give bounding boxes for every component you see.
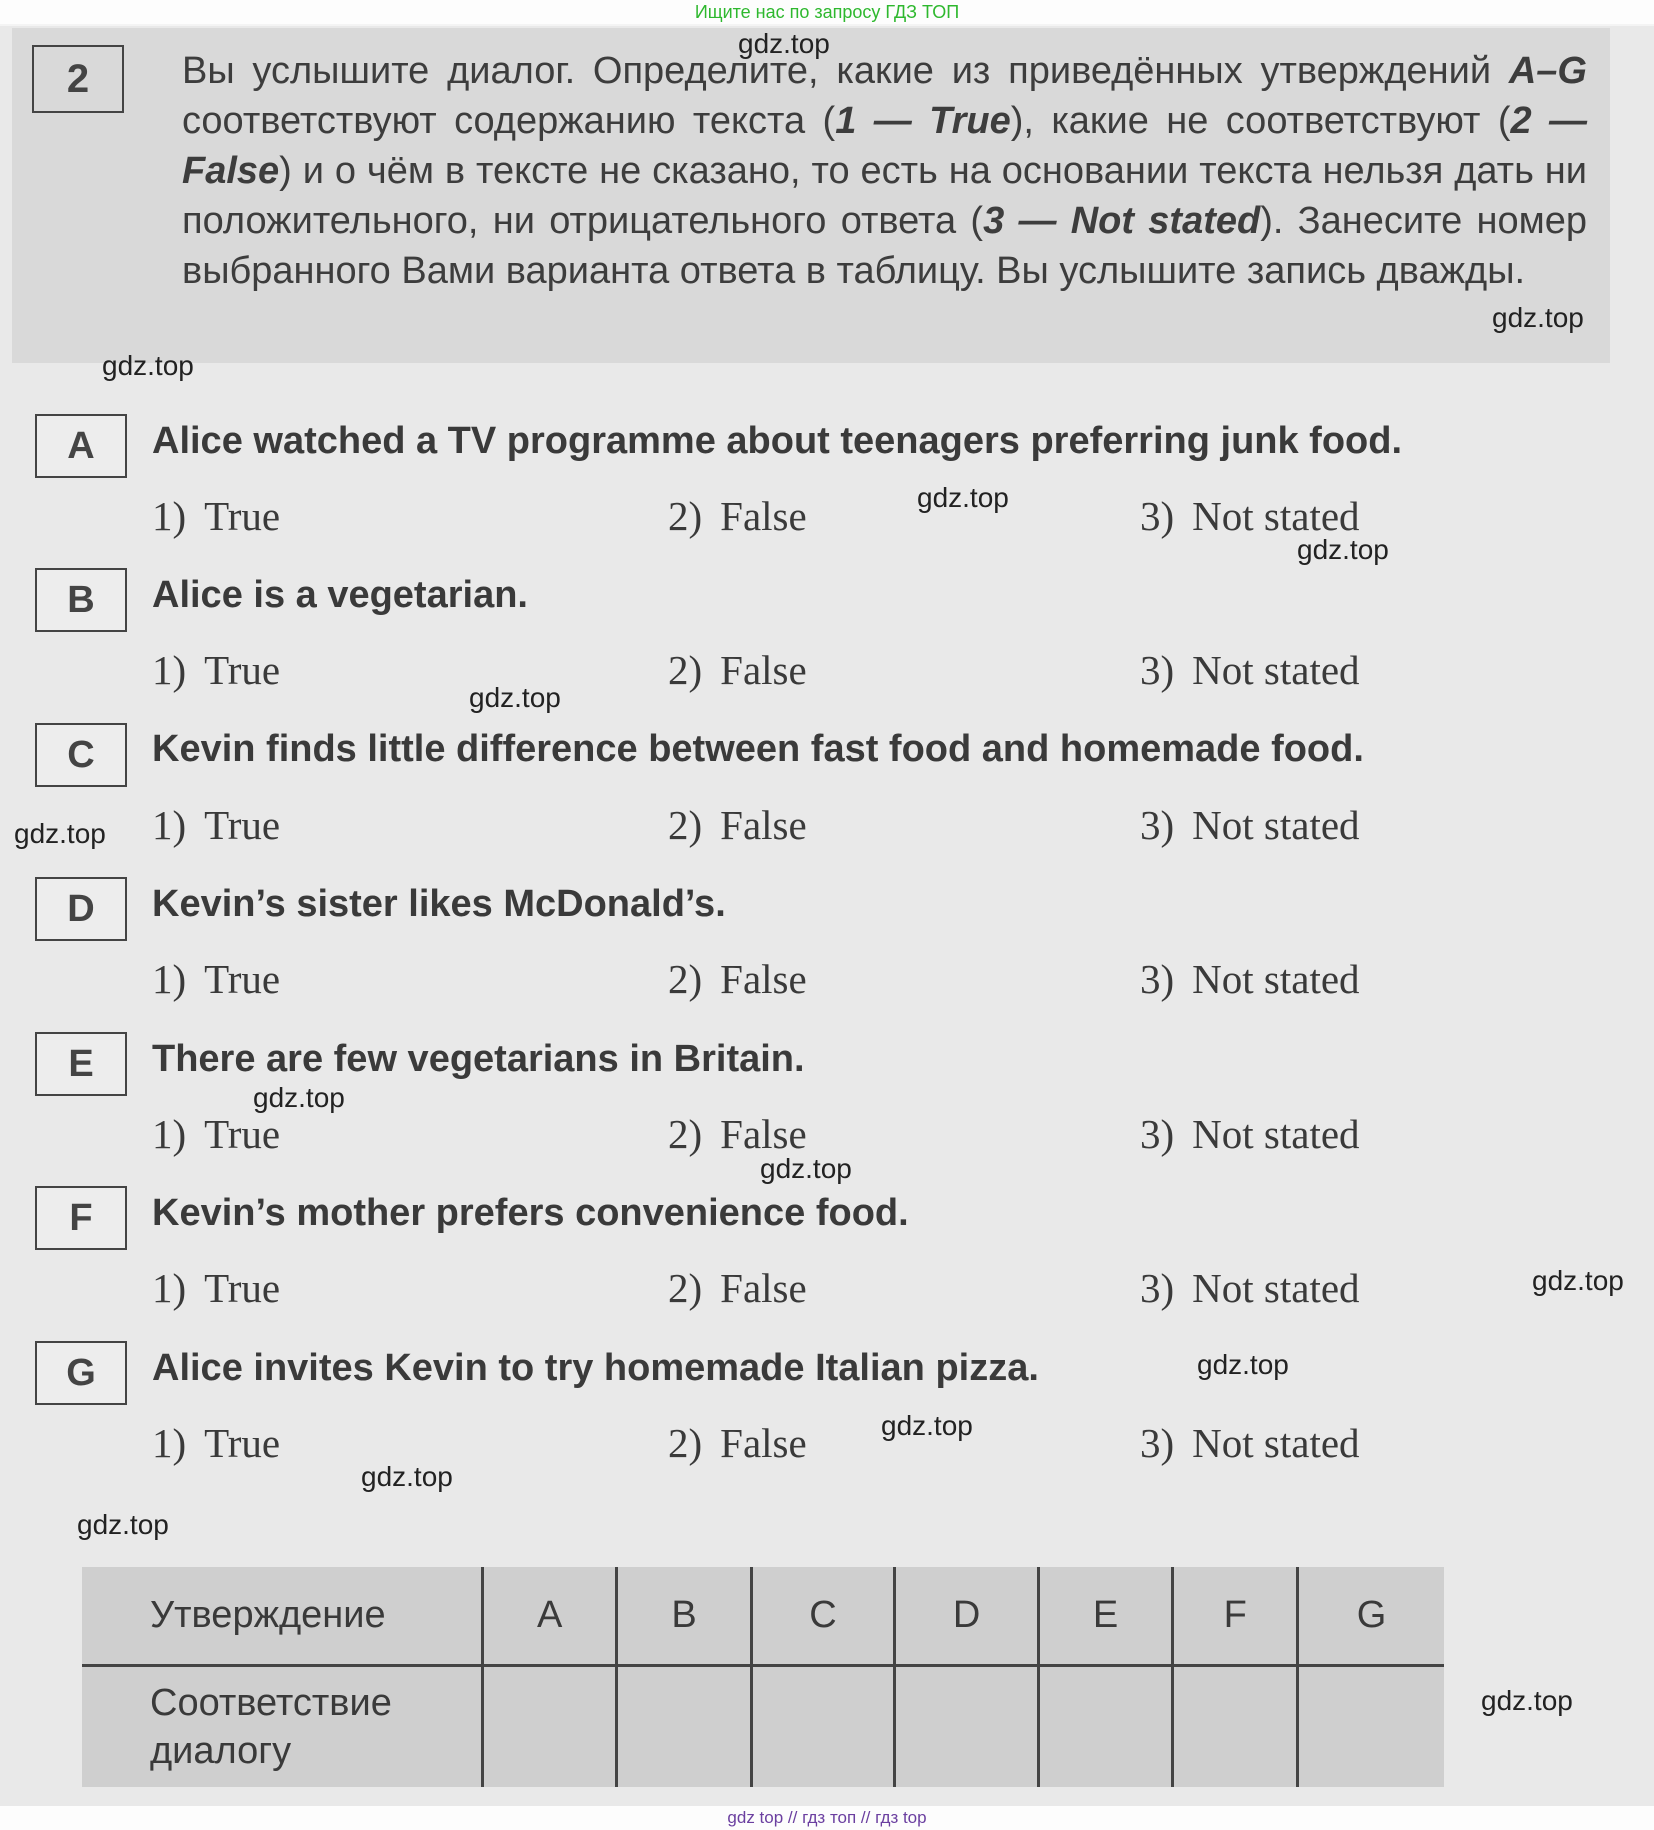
watermark: gdz.top bbox=[1297, 534, 1389, 565]
table-row bbox=[82, 1665, 1444, 1787]
instruction-text-5: ). Занесите номер выбранного Вами варианта ответа в таблицу. Вы услышите запись дважды. bbox=[182, 200, 1587, 292]
option-not-stated[interactable]: 3) Not stated bbox=[1140, 1265, 1360, 1311]
top-banner[interactable] bbox=[0, 0, 1654, 24]
watermark: gdz.top bbox=[1532, 1265, 1624, 1296]
option-false[interactable]: 2) False bbox=[668, 956, 807, 1002]
answer-cell-b[interactable] bbox=[617, 1665, 751, 1787]
column-header-g: G bbox=[1298, 1567, 1444, 1665]
footer-links[interactable] bbox=[0, 1806, 1654, 1830]
instruction-text-3: ), какие не соответствуют ( bbox=[1010, 100, 1511, 142]
watermark: gdz.top bbox=[881, 1410, 973, 1441]
answer-cell-f[interactable] bbox=[1173, 1665, 1298, 1787]
instruction-not-stated: 3 — Not stated bbox=[983, 200, 1261, 242]
option-true[interactable]: 1) True bbox=[152, 802, 281, 848]
column-header-f: F bbox=[1173, 1567, 1298, 1665]
watermark: gdz.top bbox=[14, 818, 106, 849]
option-false[interactable]: 2) False bbox=[668, 647, 807, 693]
option-false[interactable]: 2) False bbox=[668, 1420, 807, 1466]
task-number: 2 bbox=[32, 45, 124, 113]
option-not-stated[interactable]: 3) Not stated bbox=[1140, 956, 1360, 1002]
statement-c: Kevin finds little difference between fast food and homemade food. bbox=[152, 728, 1364, 770]
watermark: gdz.top bbox=[917, 482, 1009, 513]
statement-letter-c: C bbox=[35, 723, 127, 787]
watermark: gdz.top bbox=[102, 350, 194, 381]
option-false[interactable]: 2) False bbox=[668, 1111, 807, 1157]
statement-e: There are few vegetarians in Britain. bbox=[152, 1038, 805, 1080]
column-header-d: D bbox=[895, 1567, 1039, 1665]
option-true[interactable]: 1) True bbox=[152, 1265, 281, 1311]
task-instruction bbox=[182, 46, 1587, 296]
answer-cell-d[interactable] bbox=[895, 1665, 1039, 1787]
statement-letter-g: G bbox=[35, 1341, 127, 1405]
table-header-answer: Соответствие диалогу bbox=[150, 1681, 392, 1772]
watermark: gdz.top bbox=[738, 28, 830, 59]
table-row bbox=[82, 1567, 1444, 1665]
watermark: gdz.top bbox=[1197, 1349, 1289, 1380]
watermark: gdz.top bbox=[361, 1461, 453, 1492]
statement-letter-e: E bbox=[35, 1032, 127, 1096]
instruction-false: 2 — False bbox=[182, 100, 1588, 192]
option-false[interactable]: 2) False bbox=[668, 1265, 807, 1311]
option-true[interactable]: 1) True bbox=[152, 956, 281, 1002]
statement-f: Kevin’s mother prefers convenience food. bbox=[152, 1192, 909, 1234]
column-header-e: E bbox=[1038, 1567, 1172, 1665]
statement-letter-a: A bbox=[35, 414, 127, 478]
watermark: gdz.top bbox=[760, 1153, 852, 1184]
statement-d: Kevin’s sister likes McDonald’s. bbox=[152, 883, 726, 925]
option-true[interactable]: 1) True bbox=[152, 1111, 281, 1157]
watermark: gdz.top bbox=[77, 1509, 169, 1540]
answer-cell-e[interactable] bbox=[1038, 1665, 1172, 1787]
statement-b: Alice is a vegetarian. bbox=[152, 574, 528, 616]
table-header-statement: Утверждение bbox=[82, 1567, 483, 1665]
answer-cell-c[interactable] bbox=[751, 1665, 895, 1787]
answer-cell-a[interactable] bbox=[483, 1665, 617, 1787]
option-false[interactable]: 2) False bbox=[668, 493, 807, 539]
statement-letter-f: F bbox=[35, 1186, 127, 1250]
option-not-stated[interactable]: 3) Not stated bbox=[1140, 1420, 1360, 1466]
watermark: gdz.top bbox=[469, 682, 561, 713]
option-false[interactable]: 2) False bbox=[668, 802, 807, 848]
column-header-c: C bbox=[751, 1567, 895, 1665]
option-not-stated[interactable]: 3) Not stated bbox=[1140, 493, 1360, 539]
watermark: gdz.top bbox=[253, 1082, 345, 1113]
option-not-stated[interactable]: 3) Not stated bbox=[1140, 1111, 1360, 1157]
option-not-stated[interactable]: 3) Not stated bbox=[1140, 647, 1360, 693]
option-true[interactable]: 1) True bbox=[152, 1420, 281, 1466]
instruction-text-4: ) и о чём в тексте не сказано, то есть на основании текста нельзя дать ни положительного, ни отрицательного ответа ( bbox=[182, 150, 1587, 242]
option-true[interactable]: 1) True bbox=[152, 493, 281, 539]
footer-text: gdz top // гдз топ // гдз top bbox=[727, 1808, 927, 1827]
column-header-a: A bbox=[483, 1567, 617, 1665]
statement-g: Alice invites Kevin to try homemade Italian pizza. bbox=[152, 1347, 1039, 1389]
watermark: gdz.top bbox=[1492, 302, 1584, 333]
column-header-b: B bbox=[617, 1567, 751, 1665]
statement-letter-b: B bbox=[35, 568, 127, 632]
instruction-true: 1 — True bbox=[835, 100, 1011, 142]
instruction-text-1: Вы услышите диалог. Определите, какие из приведённых утверждений bbox=[182, 50, 1509, 92]
answer-cell-g[interactable] bbox=[1298, 1665, 1444, 1787]
option-not-stated[interactable]: 3) Not stated bbox=[1140, 802, 1360, 848]
instruction-range: A–G bbox=[1508, 50, 1587, 92]
option-true[interactable]: 1) True bbox=[152, 647, 281, 693]
statement-a: Alice watched a TV programme about teenagers preferring junk food. bbox=[152, 420, 1403, 462]
answer-table bbox=[82, 1567, 1444, 1787]
statement-letter-d: D bbox=[35, 877, 127, 941]
instruction-text-2: соответствуют содержанию текста ( bbox=[182, 100, 836, 142]
banner-text: Ищите нас по запросу ГДЗ ТОП bbox=[694, 2, 960, 22]
watermark: gdz.top bbox=[1481, 1685, 1573, 1716]
